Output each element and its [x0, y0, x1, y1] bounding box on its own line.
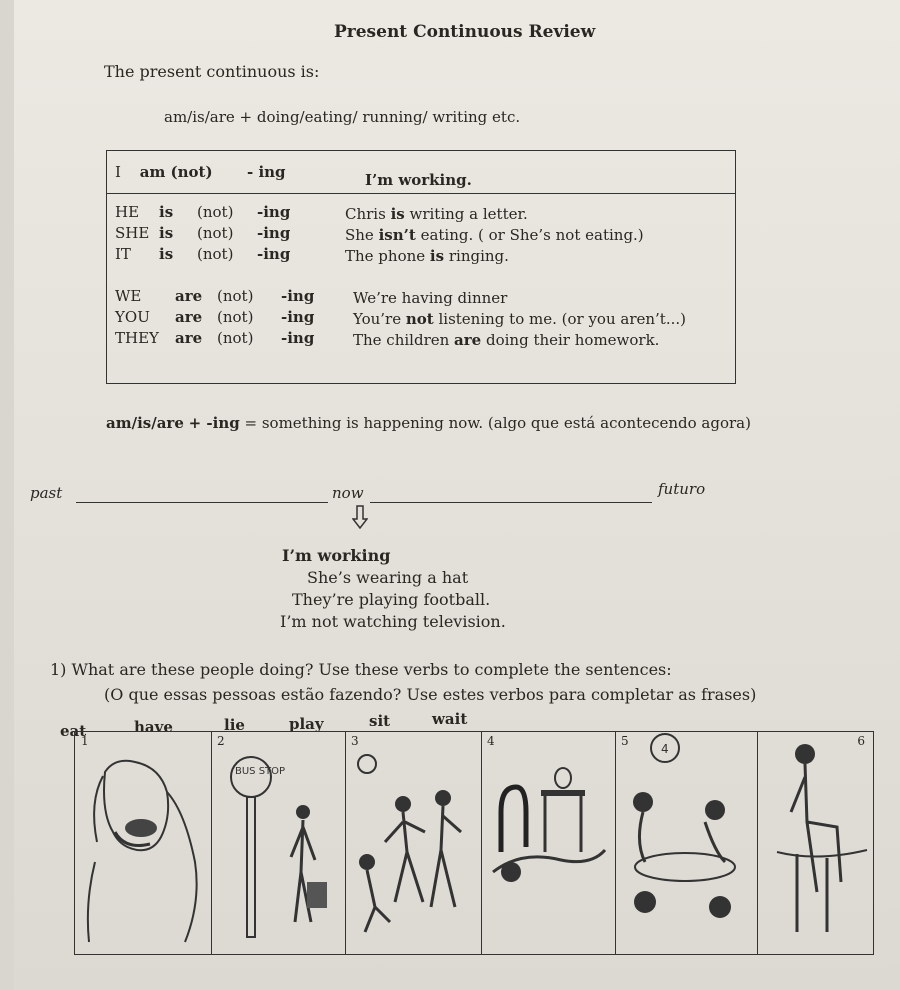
example-sentence: You’re not listening to me. (or you aren’t...) — [353, 310, 686, 328]
not-marker: (not) — [197, 203, 234, 221]
picture-strip — [74, 731, 874, 955]
verb: am (not) — [139, 163, 213, 181]
verb: are — [175, 329, 203, 347]
verb-play: play — [289, 715, 324, 733]
down-arrow-icon — [352, 505, 368, 529]
example-1: I’m working — [282, 546, 391, 565]
exercise-question: 1) What are these people doing? Use these verbs to complete the sentences: — [50, 660, 672, 679]
picture-1-eating: 1 — [75, 732, 212, 954]
verb: is — [159, 203, 174, 221]
example-sentence: The phone is ringing. — [345, 247, 509, 265]
example-2: She’s wearing a hat — [307, 568, 469, 587]
worksheet-page — [14, 0, 900, 990]
ing-suffix: -ing — [257, 203, 291, 221]
verb: is — [159, 245, 174, 263]
grammar-table — [106, 150, 736, 384]
not-marker: (not) — [217, 308, 254, 326]
example-3: They’re playing football. — [292, 590, 491, 609]
timeline-line-left — [76, 502, 328, 503]
intro-text: The present continuous is: — [104, 62, 320, 81]
row-i — [115, 163, 213, 181]
not-marker: (not) — [197, 245, 234, 263]
verb: are — [175, 287, 203, 305]
pronoun: SHE — [115, 224, 150, 242]
example-sentence: We’re having dinner — [353, 289, 508, 307]
pronoun: THEY — [115, 329, 159, 347]
verb-lie: lie — [224, 716, 245, 734]
page-title: Present Continuous Review — [334, 22, 596, 42]
pronoun: WE — [115, 287, 142, 305]
pronoun: YOU — [115, 308, 150, 326]
timeline-past-label: past — [30, 484, 63, 502]
not-marker: (not) — [217, 329, 254, 347]
timeline-now-label: now — [332, 484, 364, 502]
ing-suffix: -ing — [281, 287, 315, 305]
pronoun: HE — [115, 203, 140, 221]
example-sentence: Chris is writing a letter. — [345, 205, 528, 223]
ing-suffix: -ing — [257, 245, 291, 263]
verb-wait: wait — [432, 710, 468, 728]
formula-text: am/is/are + doing/eating/ running/ writing etc. — [164, 108, 521, 126]
not-marker: (not) — [217, 287, 254, 305]
picture-3-playing: 3 — [345, 732, 482, 954]
table-divider — [107, 193, 735, 194]
timeline-future-label: futuro — [658, 480, 706, 498]
rule-text: am/is/are + -ing = something is happening now. (algo que está acontecendo agora) — [106, 414, 751, 432]
picture-4-lying: 4 — [481, 732, 616, 954]
verb: is — [159, 224, 174, 242]
svg-text:4: 4 — [661, 742, 669, 756]
example-4: I’m not watching television. — [280, 612, 506, 631]
ing-suffix: -ing — [257, 224, 291, 242]
verb-eat: eat — [60, 722, 87, 740]
timeline-line-right — [370, 502, 652, 503]
picture-5-having: 5 4 — [615, 732, 758, 954]
ing-suffix: - ing — [247, 163, 286, 181]
pronoun: I — [115, 163, 121, 181]
not-marker: (not) — [197, 224, 234, 242]
exercise-translation: (O que essas pessoas estão fazendo? Use estes verbos para completar as frases) — [104, 685, 757, 704]
ing-suffix: -ing — [281, 308, 315, 326]
example-i: I’m working. — [365, 171, 472, 189]
verb-have: have — [134, 718, 173, 736]
example-sentence: She isn’t eating. ( or She’s not eating.) — [345, 226, 644, 244]
ing-suffix: -ing — [281, 329, 315, 347]
verb: are — [175, 308, 203, 326]
picture-2-waiting: 2 BUS STOP — [211, 732, 346, 954]
bus-stop-sign: BUS STOP — [235, 766, 286, 777]
pronoun: IT — [115, 245, 131, 263]
verb-sit: sit — [369, 712, 391, 730]
picture-6-sitting: 6 — [757, 732, 873, 954]
example-sentence: The children are doing their homework. — [353, 331, 660, 349]
